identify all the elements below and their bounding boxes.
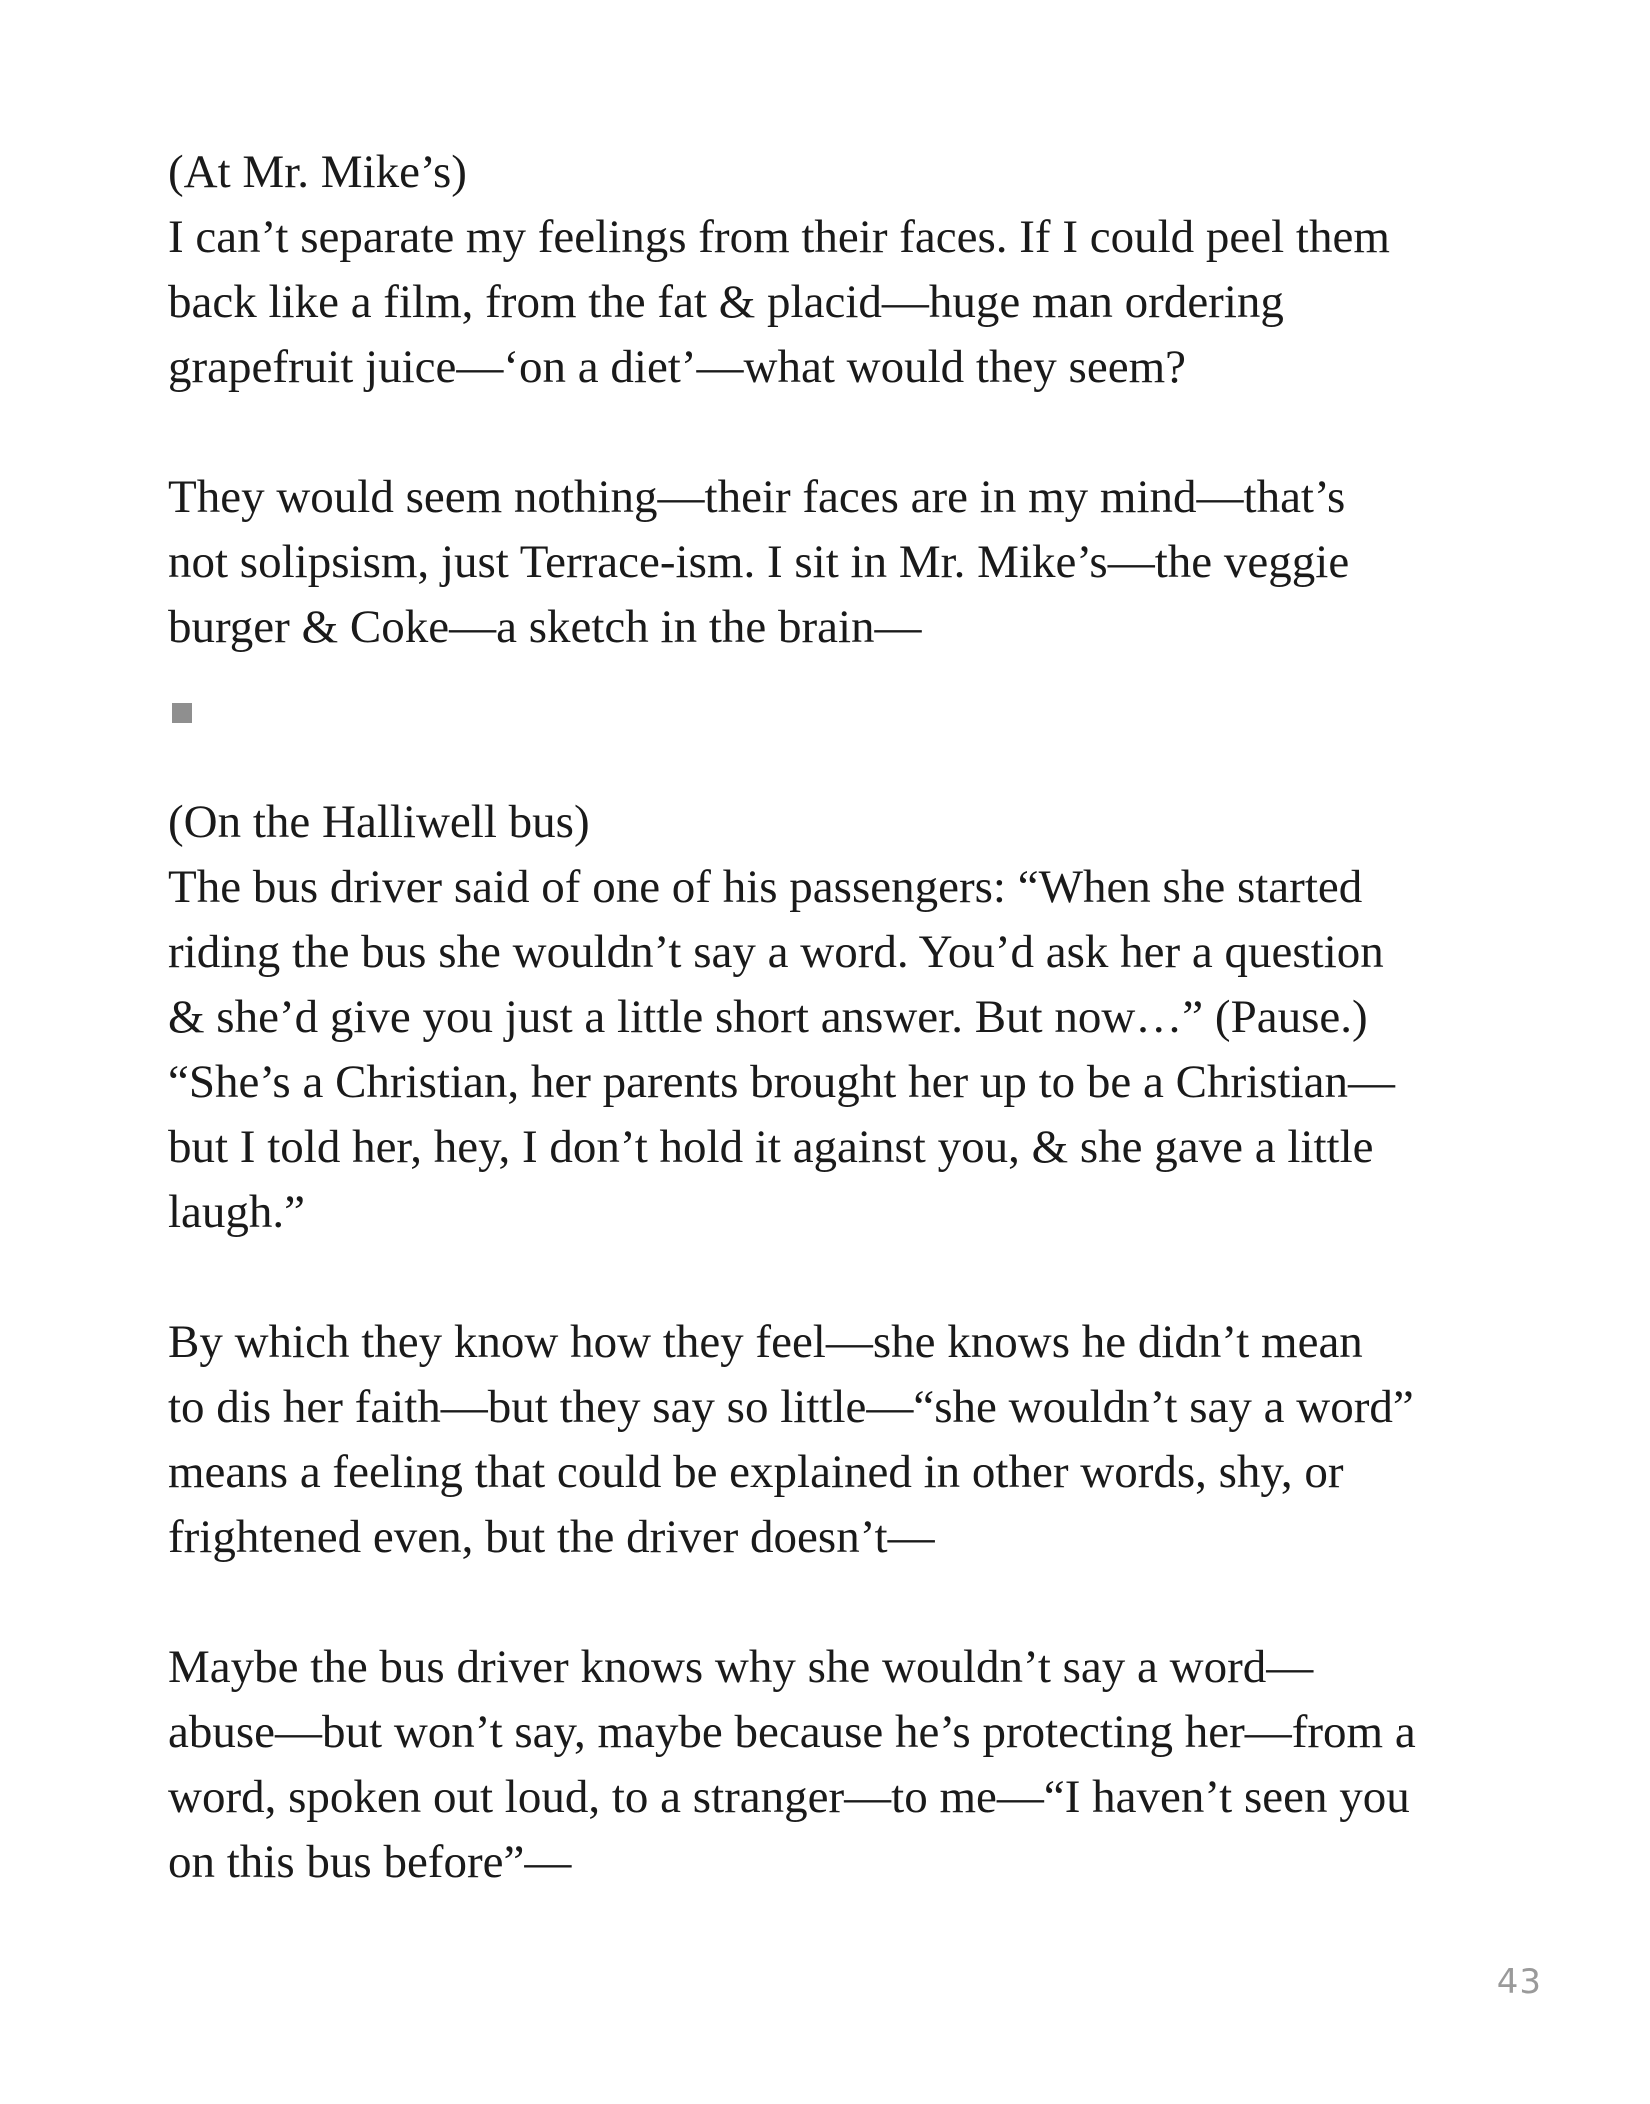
text-line: burger & Coke—a sketch in the brain— xyxy=(168,601,922,653)
text-line: abuse—but won’t say, maybe because he’s protecting her—from a xyxy=(168,1706,1416,1758)
text-column xyxy=(168,140,1528,1895)
text-line: “She’s a Christian, her parents brought her up to be a Christian— xyxy=(168,1056,1395,1108)
paragraph-spacer xyxy=(168,1570,1528,1635)
text-line: means a feeling that could be explained in other words, shy, or xyxy=(168,1446,1344,1498)
text-line: & she’d give you just a little short answer. But now…” (Pause.) xyxy=(168,991,1368,1043)
text-line: (At Mr. Mike’s) xyxy=(168,146,467,198)
text-line: grapefruit juice—‘on a diet’—what would they seem? xyxy=(168,341,1186,393)
text-line: word, spoken out loud, to a stranger—to me—“I haven’t seen you xyxy=(168,1771,1410,1823)
text-line: riding the bus she wouldn’t say a word. You’d ask her a question xyxy=(168,926,1384,978)
text-line: back like a film, from the fat & placid—huge man ordering xyxy=(168,276,1284,328)
text-line: laugh.” xyxy=(168,1186,306,1238)
paragraph xyxy=(168,790,1528,1245)
paragraph-spacer xyxy=(168,400,1528,465)
paragraph xyxy=(168,465,1528,660)
text-line: but I told her, hey, I don’t hold it against you, & she gave a little xyxy=(168,1121,1374,1173)
text-line: to dis her faith—but they say so little—“she wouldn’t say a word” xyxy=(168,1381,1414,1433)
text-line: I can’t separate my feelings from their faces. If I could peel them xyxy=(168,211,1390,263)
page-number: 43 xyxy=(1496,1962,1542,2002)
text-line: Maybe the bus driver knows why she wouldn’t say a word— xyxy=(168,1641,1314,1693)
section-break xyxy=(168,660,1528,790)
paragraph xyxy=(168,1635,1528,1895)
text-line: They would seem nothing—their faces are in my mind—that’s xyxy=(168,471,1346,523)
text-line: (On the Halliwell bus) xyxy=(168,796,590,848)
text-line: The bus driver said of one of his passengers: “When she started xyxy=(168,861,1363,913)
paragraph xyxy=(168,140,1528,400)
paragraph xyxy=(168,1310,1528,1570)
paragraph-spacer xyxy=(168,1245,1528,1310)
square-bullet-icon xyxy=(172,703,192,723)
text-line: not solipsism, just Terrace-ism. I sit in Mr. Mike’s—the veggie xyxy=(168,536,1350,588)
text-line: on this bus before”— xyxy=(168,1836,572,1888)
text-line: frightened even, but the driver doesn’t— xyxy=(168,1511,935,1563)
text-line: By which they know how they feel—she knows he didn’t mean xyxy=(168,1316,1363,1368)
